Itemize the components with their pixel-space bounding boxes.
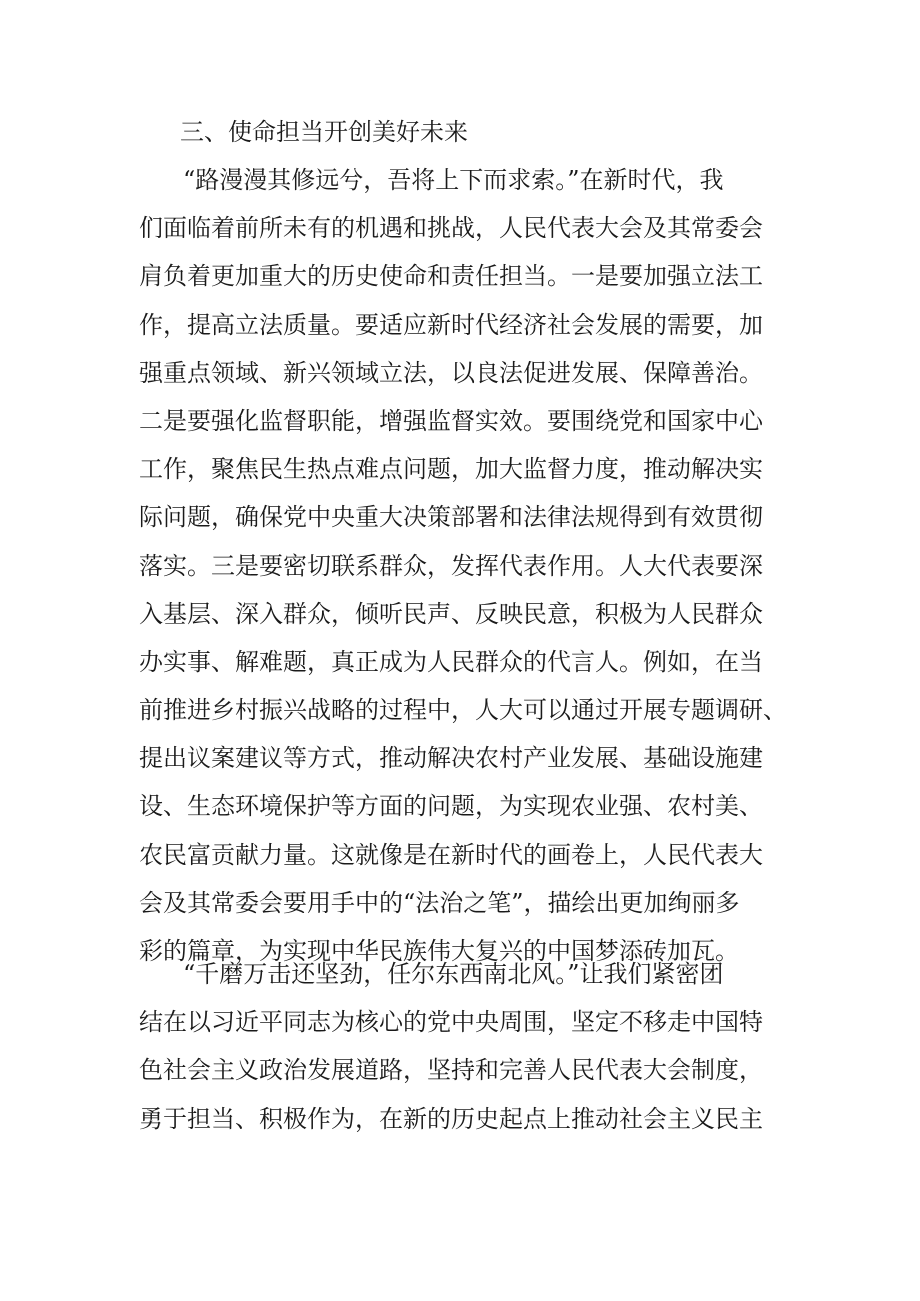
paragraph-line: 们面临着前所未有的机遇和挑战，人民代表大会及其常委会: [139, 214, 763, 243]
paragraph-line: 设、生态环境保护等方面的问题，为实现农业强、农村美、: [139, 792, 763, 821]
paragraph-line: 作，提高立法质量。要适应新时代经济社会发展的需要，加: [139, 310, 763, 339]
paragraph-line: 会及其常委会要用手中的“法治之笔”，描绘出更加绚丽多: [139, 888, 740, 917]
paragraph-line: 肩负着更加重大的历史使命和责任担当。一是要加强立法工: [139, 262, 763, 291]
paragraph-line: 彩的篇章，为实现中华民族伟大复兴的中国梦添砖加瓦。: [139, 937, 739, 965]
paragraph-line: 勇于担当、积极作为，在新的历史起点上推动社会主义民主: [139, 1104, 763, 1133]
paragraph-line: 农民富贡献力量。这就像是在新时代的画卷上，人民代表大: [139, 840, 763, 869]
paragraph-line: 二是要强化监督职能，增强监督实效。要围绕党和国家中心: [139, 406, 763, 435]
paragraph-line: 强重点领域、新兴领域立法，以良法促进发展、保障善治。: [139, 358, 763, 387]
paragraph-line: 色社会主义政治发展道路，坚持和完善人民代表大会制度，: [139, 1056, 763, 1085]
paragraph-2: [139, 950, 789, 1143]
paragraph-line: 落实。三是要密切联系群众，发挥代表作用。人大代表要深: [139, 551, 763, 580]
paragraph-1: [139, 156, 789, 975]
paragraph-line: 提出议案建议等方式，推动解决农村产业发展、基础设施建: [139, 744, 763, 773]
paragraph-line: 前推进乡村振兴战略的过程中，人大可以通过开展专题调研、: [139, 696, 787, 725]
paragraph-line: 际问题，确保党中央重大决策部署和法律法规得到有效贯彻: [139, 503, 763, 532]
paragraph-line: 结在以习近平同志为核心的党中央周围，坚定不移走中国特: [139, 1008, 763, 1037]
paragraph-line: 工作，聚焦民生热点难点问题，加大监督力度，推动解决实: [139, 455, 763, 484]
section-heading: 三、使命担当开创美好未来: [180, 118, 468, 146]
paragraph-line: “路漫漫其修远兮，吾将上下而求索。”在新时代，我: [183, 166, 724, 194]
paragraph-line: 办实事、解难题，真正成为人民群众的代言人。例如，在当: [139, 647, 763, 676]
paragraph-line: “千磨万击还坚劲，任尔东西南北风。”让我们紧密团: [183, 960, 724, 988]
paragraph-line: 入基层、深入群众，倾听民声、反映民意，积极为人民群众: [139, 599, 763, 628]
